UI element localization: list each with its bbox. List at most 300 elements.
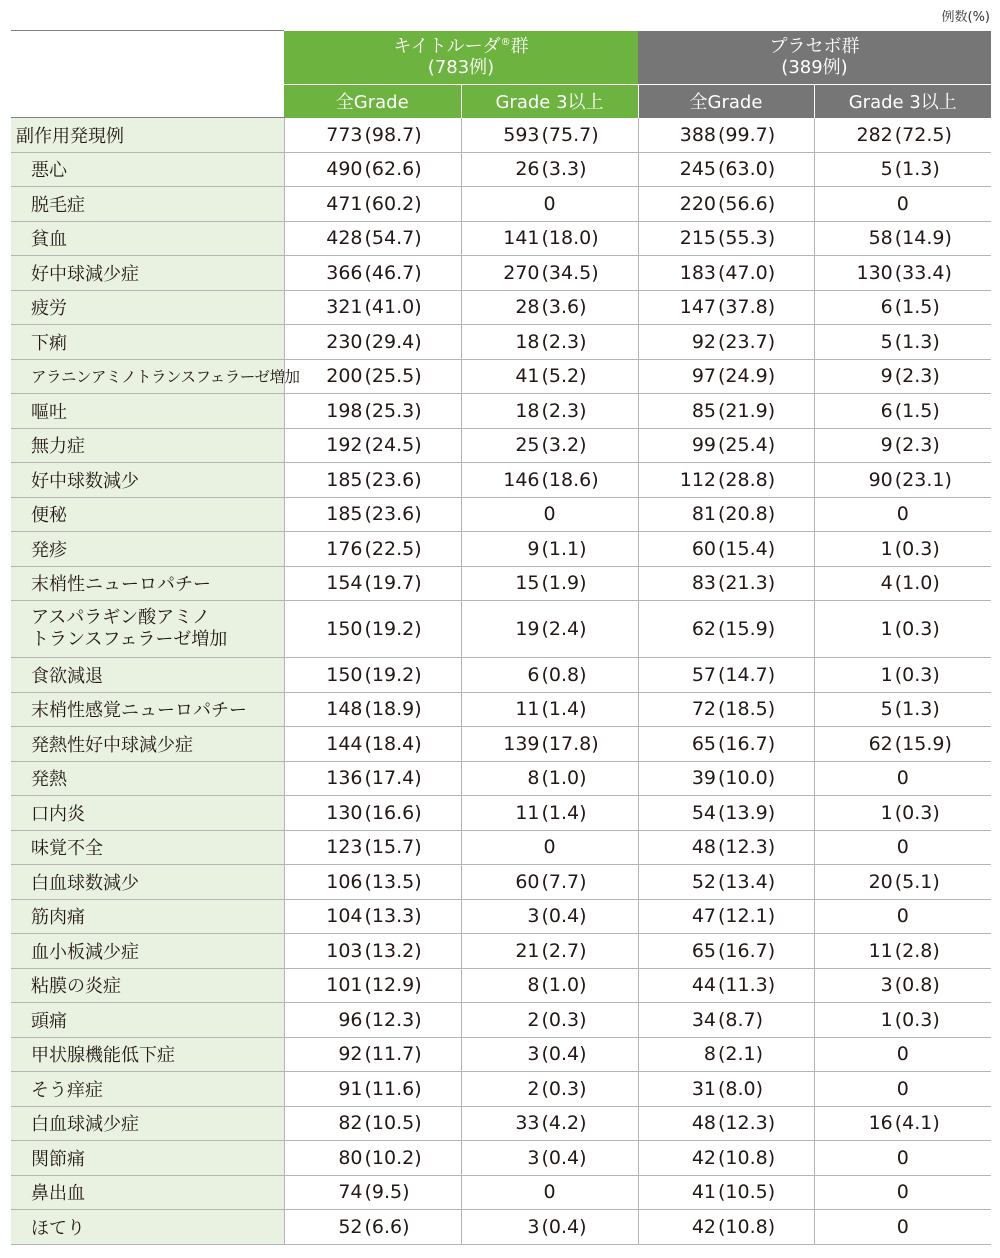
cell-percent: (18.4) (364, 732, 422, 755)
cell-percent: (0.3) (541, 1077, 587, 1100)
cell-k-all (284, 830, 461, 865)
cell-count: 144 (326, 732, 363, 755)
cell-k-g3 (461, 221, 638, 256)
cell-p-g3 (814, 601, 991, 658)
cell-percent: (13.2) (364, 939, 422, 962)
table-row (11, 463, 991, 498)
table-row (11, 934, 991, 969)
cell-percent: (25.4) (718, 434, 776, 457)
cell-k-all (284, 256, 461, 291)
cell-percent: (17.8) (541, 732, 599, 755)
registered-mark: ® (500, 37, 511, 49)
cell-k-g3 (461, 761, 638, 796)
cell-count: 1 (880, 618, 893, 640)
cell-percent: (16.7) (718, 939, 776, 962)
cell-percent: (1.3) (894, 158, 940, 181)
cell-k-g3 (461, 1175, 638, 1210)
cell-count: 282 (856, 123, 893, 146)
cell-count: 147 (679, 296, 716, 319)
cell-k-all (284, 1175, 461, 1210)
cell-count: 0 (896, 1077, 909, 1100)
cell-percent: (15.9) (894, 732, 952, 755)
cell-count: 99 (691, 434, 716, 457)
cell-percent: (20.8) (718, 503, 776, 526)
cell-percent: (0.4) (541, 1146, 587, 1169)
row-label: 疲労 (11, 290, 284, 325)
cell-percent: (19.7) (364, 572, 422, 595)
cell-percent: (24.9) (718, 365, 776, 388)
cell-count: 42 (691, 1146, 716, 1169)
cell-count: 200 (326, 365, 363, 388)
table-row (11, 899, 991, 934)
placebo-group-header (638, 31, 991, 85)
cell-k-g3 (461, 830, 638, 865)
cell-percent: (0.3) (894, 663, 940, 686)
cell-count: 0 (896, 1181, 909, 1204)
cell-percent: (8.7) (718, 1008, 764, 1031)
cell-count: 3 (527, 905, 540, 928)
cell-count: 123 (326, 836, 363, 859)
cell-count: 4 (880, 572, 893, 595)
cell-percent: (13.5) (364, 870, 422, 893)
cell-p-g3 (814, 1175, 991, 1210)
cell-count: 11 (515, 698, 540, 721)
cell-count: 490 (326, 158, 363, 181)
subheader-keytruda-g3: Grade 3以上 (461, 85, 638, 118)
cell-k-all (284, 359, 461, 394)
cell-k-all (284, 727, 461, 762)
cell-count: 9 (880, 365, 893, 388)
cell-percent: (34.5) (541, 261, 599, 284)
cell-percent: (11.7) (364, 1043, 422, 1066)
cell-count: 9 (527, 537, 540, 560)
cell-percent: (5.1) (894, 870, 940, 893)
cell-p-g3 (814, 118, 991, 153)
placebo-name: プラセボ群 (769, 36, 860, 58)
cell-p-all (638, 428, 814, 463)
cell-k-all (284, 566, 461, 601)
cell-percent: (0.3) (894, 618, 940, 640)
cell-percent: (55.3) (718, 227, 776, 250)
cell-percent: (1.5) (894, 399, 940, 422)
table-row (11, 1072, 991, 1107)
cell-p-all (638, 463, 814, 498)
cell-count: 97 (691, 365, 716, 388)
cell-count: 185 (326, 503, 363, 526)
cell-percent: (2.3) (894, 434, 940, 457)
cell-count: 0 (896, 192, 909, 215)
cell-percent: (60.2) (364, 192, 422, 215)
cell-count: 0 (896, 1146, 909, 1169)
cell-count: 82 (338, 1112, 363, 1135)
cell-count: 96 (338, 1008, 363, 1031)
cell-p-g3 (814, 325, 991, 360)
cell-count: 8 (527, 974, 540, 997)
cell-k-g3 (461, 187, 638, 222)
cell-percent: (22.5) (364, 537, 422, 560)
cell-count: 139 (503, 732, 540, 755)
cell-k-g3 (461, 692, 638, 727)
cell-percent: (0.3) (894, 1008, 940, 1031)
cell-count: 28 (515, 296, 540, 319)
keytruda-name: キイトルーダ (393, 36, 501, 58)
row-header-blank (11, 31, 284, 118)
table-row (11, 1210, 991, 1245)
cell-count: 106 (326, 870, 363, 893)
cell-percent: (25.5) (364, 365, 422, 388)
cell-percent: (63.0) (718, 158, 776, 181)
cell-count: 3 (527, 1215, 540, 1238)
cell-count: 8 (527, 767, 540, 790)
cell-percent: (12.3) (718, 1112, 776, 1135)
cell-p-g3 (814, 1210, 991, 1245)
cell-count: 54 (691, 801, 716, 824)
cell-count: 112 (679, 468, 716, 491)
cell-percent: (16.7) (718, 732, 776, 755)
cell-k-all (284, 934, 461, 969)
cell-percent: (0.4) (541, 1043, 587, 1066)
cell-percent: (10.5) (718, 1181, 776, 1204)
cell-count: 52 (691, 870, 716, 893)
cell-p-all (638, 727, 814, 762)
cell-count: 103 (326, 939, 363, 962)
cell-p-g3 (814, 187, 991, 222)
cell-count: 44 (691, 974, 716, 997)
cell-count: 65 (691, 732, 716, 755)
cell-p-g3 (814, 761, 991, 796)
cell-count: 11 (868, 939, 893, 962)
cell-percent: (28.8) (718, 468, 776, 491)
cell-count: 60 (515, 870, 540, 893)
table-row (11, 1106, 991, 1141)
cell-count: 1 (880, 801, 893, 824)
cell-percent: (23.6) (364, 468, 422, 491)
cell-p-g3 (814, 221, 991, 256)
cell-p-all (638, 692, 814, 727)
cell-percent: (14.9) (894, 227, 952, 250)
cell-count: 0 (543, 836, 556, 859)
cell-count: 16 (868, 1112, 893, 1135)
cell-k-all (284, 497, 461, 532)
cell-k-g3 (461, 899, 638, 934)
cell-k-g3 (461, 934, 638, 969)
cell-percent: (15.7) (364, 836, 422, 859)
table-row (11, 325, 991, 360)
cell-count: 92 (338, 1043, 363, 1066)
cell-count: 81 (691, 503, 716, 526)
cell-count: 185 (326, 468, 363, 491)
cell-count: 62 (868, 732, 893, 755)
cell-k-g3 (461, 566, 638, 601)
subheader-keytruda-all: 全Grade (284, 85, 461, 118)
cell-count: 0 (896, 503, 909, 526)
cell-percent: (15.9) (718, 618, 776, 640)
cell-p-all (638, 290, 814, 325)
table-row (11, 118, 991, 153)
row-label: 便秘 (11, 497, 284, 532)
cell-p-g3 (814, 1037, 991, 1072)
cell-percent: (2.4) (541, 618, 587, 640)
cell-p-g3 (814, 394, 991, 429)
cell-k-all (284, 1106, 461, 1141)
cell-percent: (19.2) (364, 618, 422, 640)
cell-k-all (284, 1072, 461, 1107)
row-label: 好中球数減少 (11, 463, 284, 498)
row-label (11, 601, 284, 658)
cell-count: 130 (326, 801, 363, 824)
cell-percent: (47.0) (718, 261, 776, 284)
cell-count: 773 (326, 123, 363, 146)
cell-p-g3 (814, 1106, 991, 1141)
row-label: 悪心 (11, 152, 284, 187)
cell-percent: (1.0) (541, 767, 587, 790)
cell-percent: (21.9) (718, 399, 776, 422)
cell-count: 33 (515, 1112, 540, 1135)
cell-k-all (284, 1037, 461, 1072)
cell-p-g3 (814, 290, 991, 325)
table-row (11, 152, 991, 187)
cell-count: 101 (326, 974, 363, 997)
row-label: ほてり (11, 1210, 284, 1245)
cell-p-all (638, 1175, 814, 1210)
cell-k-g3 (461, 290, 638, 325)
cell-p-g3 (814, 152, 991, 187)
cell-percent: (1.4) (541, 801, 587, 824)
cell-count: 154 (326, 572, 363, 595)
cell-count: 366 (326, 261, 363, 284)
cell-count: 65 (691, 939, 716, 962)
row-label: 脱毛症 (11, 187, 284, 222)
keytruda-group-header (284, 31, 638, 85)
placebo-n: (389例) (781, 57, 848, 79)
cell-k-g3 (461, 1210, 638, 1245)
cell-count: 183 (679, 261, 716, 284)
cell-k-all (284, 796, 461, 831)
cell-count: 11 (515, 801, 540, 824)
cell-count: 2 (527, 1008, 540, 1031)
table-row (11, 566, 991, 601)
cell-p-all (638, 256, 814, 291)
row-label: そう痒症 (11, 1072, 284, 1107)
cell-count: 1 (880, 663, 893, 686)
cell-count: 34 (691, 1008, 716, 1031)
cell-count: 92 (691, 330, 716, 353)
cell-count: 321 (326, 296, 363, 319)
cell-count: 1 (880, 1008, 893, 1031)
cell-count: 215 (679, 227, 716, 250)
row-label: 味覚不全 (11, 830, 284, 865)
cell-count: 176 (326, 537, 363, 560)
row-label: 食欲減退 (11, 658, 284, 693)
table-row (11, 796, 991, 831)
cell-count: 85 (691, 399, 716, 422)
cell-percent: (1.0) (541, 974, 587, 997)
cell-percent: (13.9) (718, 801, 776, 824)
cell-p-g3 (814, 658, 991, 693)
cell-k-g3 (461, 256, 638, 291)
row-label: 口内炎 (11, 796, 284, 831)
cell-k-all (284, 428, 461, 463)
cell-p-all (638, 1072, 814, 1107)
cell-percent: (23.1) (894, 468, 952, 491)
cell-percent: (4.2) (541, 1112, 587, 1135)
cell-k-all (284, 899, 461, 934)
cell-count: 19 (515, 618, 540, 640)
cell-count: 18 (515, 399, 540, 422)
row-label: 副作用発現例 (11, 118, 284, 153)
cell-count: 3 (527, 1043, 540, 1066)
cell-k-all (284, 761, 461, 796)
cell-count: 91 (338, 1077, 363, 1100)
cell-k-all (284, 1003, 461, 1038)
cell-k-all (284, 290, 461, 325)
cell-percent: (75.7) (541, 123, 599, 146)
table-row (11, 532, 991, 567)
cell-percent: (5.2) (541, 365, 587, 388)
cell-p-g3 (814, 428, 991, 463)
table-row (11, 865, 991, 900)
cell-count: 48 (691, 1112, 716, 1135)
cell-percent: (1.3) (894, 330, 940, 353)
cell-count: 26 (515, 158, 540, 181)
cell-percent: (0.4) (541, 1215, 587, 1238)
cell-percent: (0.3) (894, 801, 940, 824)
cell-percent: (1.1) (541, 537, 587, 560)
cell-k-g3 (461, 968, 638, 1003)
cell-count: 388 (679, 123, 716, 146)
cell-count: 41 (691, 1181, 716, 1204)
cell-count: 220 (679, 192, 716, 215)
table-row (11, 187, 991, 222)
cell-k-g3 (461, 325, 638, 360)
cell-k-all (284, 325, 461, 360)
cell-k-g3 (461, 428, 638, 463)
row-label: 発熱 (11, 761, 284, 796)
cell-count: 0 (543, 1181, 556, 1204)
cell-p-g3 (814, 934, 991, 969)
cell-count: 15 (515, 572, 540, 595)
cell-percent: (12.1) (718, 905, 776, 928)
cell-k-g3 (461, 658, 638, 693)
cell-count: 245 (679, 158, 716, 181)
cell-count: 136 (326, 767, 363, 790)
cell-p-g3 (814, 830, 991, 865)
cell-count: 21 (515, 939, 540, 962)
cell-percent: (0.3) (894, 537, 940, 560)
cell-percent: (0.4) (541, 905, 587, 928)
cell-k-all (284, 394, 461, 429)
cell-percent: (18.9) (364, 698, 422, 721)
cell-count: 0 (896, 1043, 909, 1066)
cell-percent: (1.0) (894, 572, 940, 595)
cell-count: 150 (326, 663, 363, 686)
cell-k-g3 (461, 532, 638, 567)
cell-k-g3 (461, 727, 638, 762)
cell-percent: (24.5) (364, 434, 422, 457)
cell-count: 5 (880, 698, 893, 721)
cell-k-all (284, 865, 461, 900)
cell-percent: (54.7) (364, 227, 422, 250)
unit-note: 例数(%) (941, 10, 990, 25)
row-label: 血小板減少症 (11, 934, 284, 969)
cell-k-g3 (461, 1141, 638, 1176)
cell-percent: (37.8) (718, 296, 776, 319)
row-label: 発疹 (11, 532, 284, 567)
cell-p-all (638, 532, 814, 567)
cell-p-all (638, 1037, 814, 1072)
cell-count: 6 (880, 296, 893, 319)
cell-count: 31 (691, 1077, 716, 1100)
cell-percent: (72.5) (894, 123, 952, 146)
subheader-placebo-all: 全Grade (638, 85, 814, 118)
table-row (11, 359, 991, 394)
cell-p-all (638, 658, 814, 693)
cell-k-g3 (461, 1037, 638, 1072)
row-label: 甲状腺機能低下症 (11, 1037, 284, 1072)
cell-count: 57 (691, 663, 716, 686)
cell-count: 270 (503, 261, 540, 284)
cell-percent: (98.7) (364, 123, 422, 146)
cell-count: 0 (543, 503, 556, 526)
row-label: アラニンアミノトランスフェラーゼ増加 (11, 359, 284, 394)
keytruda-n: (783例) (427, 57, 495, 79)
table-row (11, 968, 991, 1003)
cell-percent: (11.3) (718, 974, 776, 997)
cell-percent: (18.5) (718, 698, 776, 721)
row-label: 粘膜の炎症 (11, 968, 284, 1003)
keytruda-suffix: 群 (510, 36, 529, 58)
cell-k-g3 (461, 359, 638, 394)
table-row (11, 761, 991, 796)
row-label: 末梢性感覚ニューロパチー (11, 692, 284, 727)
row-label: 下痢 (11, 325, 284, 360)
row-label: 末梢性ニューロパチー (11, 566, 284, 601)
cell-k-g3 (461, 152, 638, 187)
cell-percent: (2.3) (541, 399, 587, 422)
table-row (11, 692, 991, 727)
cell-p-g3 (814, 692, 991, 727)
cell-count: 0 (896, 1215, 909, 1238)
cell-count: 0 (896, 905, 909, 928)
cell-count: 3 (527, 1146, 540, 1169)
cell-p-g3 (814, 532, 991, 567)
cell-p-all (638, 761, 814, 796)
cell-percent: (13.3) (364, 905, 422, 928)
cell-count: 74 (338, 1181, 363, 1204)
cell-p-all (638, 1210, 814, 1245)
cell-percent: (19.2) (364, 663, 422, 686)
row-label: 嘔吐 (11, 394, 284, 429)
cell-count: 72 (691, 698, 716, 721)
row-label: 頭痛 (11, 1003, 284, 1038)
cell-percent: (12.9) (364, 974, 422, 997)
row-label: 無力症 (11, 428, 284, 463)
cell-p-g3 (814, 796, 991, 831)
row-label: 白血球数減少 (11, 865, 284, 900)
cell-percent: (9.5) (364, 1181, 410, 1204)
cell-percent: (10.2) (364, 1146, 422, 1169)
cell-percent: (62.6) (364, 158, 422, 181)
cell-count: 60 (691, 537, 716, 560)
cell-count: 192 (326, 434, 363, 457)
cell-k-g3 (461, 497, 638, 532)
cell-percent: (2.3) (894, 365, 940, 388)
cell-p-all (638, 497, 814, 532)
table-row (11, 830, 991, 865)
cell-count: 0 (896, 836, 909, 859)
cell-count: 230 (326, 330, 363, 353)
cell-k-g3 (461, 118, 638, 153)
